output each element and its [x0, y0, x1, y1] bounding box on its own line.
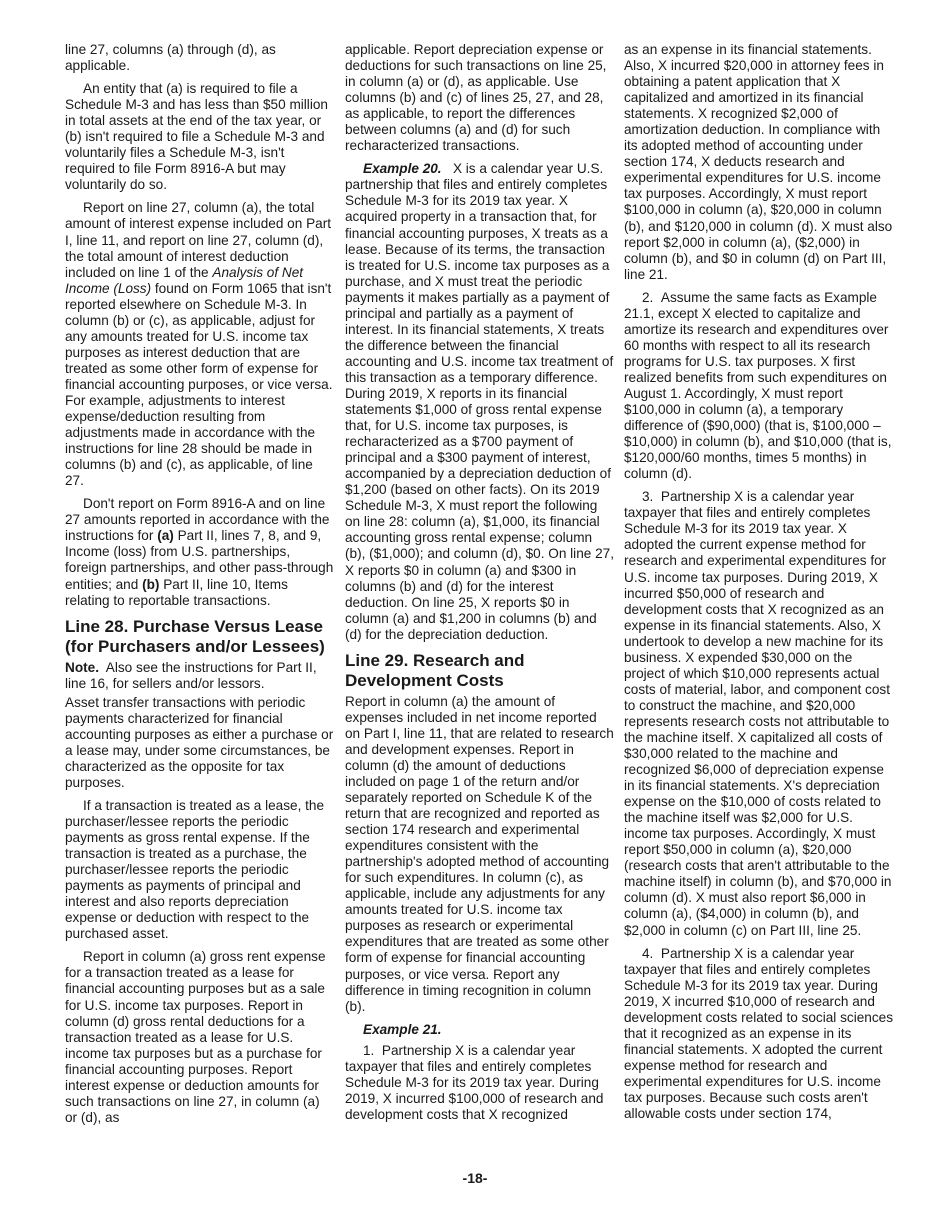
column-1: [65, 42, 335, 1133]
example-21-item-4: 4. Partnership X is a calendar year taxpayer that files and entirely completes Schedule M-3 for its 2019 tax year. During 2019, X incurred $10,000 of research and development costs related to social sciences that it recognized as an expense in its financial statements. X adopted the current expense method for research and experimental expenditures for U.S. income tax purposes. Because such costs aren't allowable costs under section 174,: [624, 945, 893, 1122]
example-21-item-2: 2. Assume the same facts as Example 21.1, except X elected to capitalize and amortize its research and expenditures over 60 months with respect to all its research programs for U.S. tax purposes. X first realized benefits from such expenditures on August 1. Accordingly, X must report $100,000 in column (a), a temporary difference of ($90,000) (that is, $100,000 – $10,000) in column (b), and $10,000 (that is, $120,000/60 months, times 5 months) in column (d).: [624, 289, 892, 482]
form-reference-italic: Analysis of Net Income (Loss): [65, 264, 304, 296]
heading-line-28: Line 28. Purchase Versus Lease (for Purchasers and/or Lessees): [65, 616, 325, 656]
example-21-item-3: 3. Partnership X is a calendar year taxpayer that files and entirely completes Schedule M-3 for its 2019 tax year. X adopted the current expense method for research and experimental expenditures for U.S. income tax purposes. During 2019, X incurred $50,000 of research and development costs that X recognized as an expense in its financial statements. Also, X undertook to develop a new machine for its business. X expended $30,000 on the project of which $10,000 represents actual costs of material, labor, and component cost to construct the machine, and $20,000 represents research costs not attributable to the machine itself. X capitalized all costs of $30,000 related to the machine and recognized $6,000 of depreciation expense in its financial statements. X's depreciation expense on the $10,000 of costs related to the machine itself was $2,000 for U.S. income tax purposes. Accordingly, X must report $50,000 in column (a), $20,000 (research costs that aren't attributable to the machine itself) in column (b), and $70,000 in column (d). X must also report $6,000 in column (a), ($4,000) in column (b), and $2,000 in column (c) on Part III, line 25.: [624, 489, 892, 938]
example-20: Example 20. X is a calendar year U.S. partnership that files and entirely completes Schedule M-3 for its 2019 tax year. X acquired property in a transaction that, for financial accounting purposes, X treats as a lease. Because of its terms, the transaction is treated for U.S. income tax purposes as a purchase, and X must treat the periodic payments it makes partially as a payment of principal and partially as a payment of interest. In its financial statements, X treats the difference between the financial accounting and U.S. income tax treatment of this transaction as a temporary difference. During 2019, X reports in its financial statements $1,000 of gross rental expense that, for U.S. income tax purposes, is recharacterized as a $700 payment of principal and a $300 payment of interest, accompanied by a depreciation deduction of $1,200 (based on other facts). On its 2019 Schedule M-3, X must report the following on line 28: column (a), $1,000, its financial accounting gross rental expense; column (b), ($1,000); and column (d), $0. On line 27, X reports $0 in column (a) and $300 in columns (b) and (d) for the interest deduction. On line 25, X reports $0 in column (a) and $1,200 in columns (b) and (d) for the depreciation deduction.: [345, 161, 614, 642]
paragraph: Report in column (a) the amount of expenses included in net income reported on Part I, line 11, that are related to research and development expenses. Report in column (d) the amount of deductions included on page 1 of the return and/or separately reported on Schedule K of the return that are recognized and reported as section 174 research and experimental expenditures consistent with the partnership's adopted method of accounting for such expenditures. In column (c), as applicable, include any adjustments for any amounts treated for U.S. income tax purposes as research or experimental expenditures that are treated as some other form of expense for financial accounting purposes, or vice versa. Report any difference in timing recognition in column (b).: [345, 693, 614, 1014]
paragraph: Report on line 27, column (a), the total amount of interest expense included on Part I, line 11, and report on line 27, column (d), the total amount of interest deduction included on line 1 of the Analysis of Net Income (Loss) found on Form 1065 that isn't reported elsewhere on Schedule M-3. In column (b) or (c), as applicable, adjust for any amounts treated for U.S. income tax purposes as interest deduction that are treated as some other form of expense for financial accounting purposes, or vice versa. For example, adjustments to interest expense/deduction resulting from adjustments made in accordance with the instructions for line 28 should be made in columns (b) and (c), as applicable, of line 27.: [65, 200, 333, 489]
paragraph: If a transaction is treated as a lease, the purchaser/lessee reports the periodic payments as gross rental expense. If the transaction is treated as a purchase, the purchaser/lessee reports the periodic payments as payments of principal and interest and also reports depreciation expense or deduction with respect to the purchased asset.: [65, 797, 325, 942]
paragraph: line 27, columns (a) through (d), as applicable.: [65, 42, 276, 74]
column-3: [624, 42, 896, 1129]
note-label: Note.: [65, 659, 99, 675]
paragraph: applicable. Report depreciation expense or deductions for such transactions on line 25, in column (a) or (d), as applicable. Use columns (b) and (c) of lines 25, 27, and 28, as applicable, to report the differences between columns (a) and (d) for such recharacterized transactions.: [345, 42, 607, 154]
note: Note. Also see the instructions for Part II, line 16, for sellers and/or lessors.: [65, 659, 317, 691]
heading-line-29: Line 29. Research and Development Costs: [345, 650, 525, 690]
column-2: [345, 42, 615, 1130]
paragraph: Asset transfer transactions with periodic payments characterized for financial accounting purposes as either a purchase or a lease may, under some circumstances, be characterized as the opposite for tax purposes.: [65, 694, 334, 790]
example-label: Example 20.: [363, 161, 442, 177]
paragraph: An entity that (a) is required to file a Schedule M-3 and has less than $50 million in total assets at the end of the tax year, or (b) isn't required to file a Schedule M-3 and voluntarily files a Schedule M-3, isn't required to file Form 8916-A but may voluntarily do so.: [65, 81, 328, 193]
paragraph: Don't report on Form 8916-A and on line 27 amounts reported in accordance with the instructions for (a) Part II, lines 7, 8, and 9, Income (loss) from U.S. partnerships, foreign partnerships, and other pass-through entities; and (b) Part II, line 10, Items relating to reportable transactions.: [65, 496, 334, 608]
page-number: -18-: [462, 1170, 488, 1186]
paragraph: Report in column (a) gross rent expense for a transaction treated as a lease for financial accounting purposes but as a sale for U.S. income tax purposes. Report in column (d) gross rental deductions for a transaction treated as a lease for U.S. income tax purposes but as a purchase for financial accounting purposes. Report interest expense or deduction amounts for such transactions on line 27, in column (a) or (d), as: [65, 949, 326, 1125]
paragraph: as an expense in its financial statements. Also, X incurred $20,000 in attorney fees in obtaining a patent application that X capitalized and amortized in its financial statements. X recognized $2,000 of amortization deduction. In compliance with its adopted method of accounting under section 174, X deducts research and experimental expenditures for U.S. income tax purposes. Accordingly, X must report $100,000 in column (a), $20,000 in column (b), and $120,000 in column (d). X must also report $2,000 in column (a), ($2,000) in column (b), and $0 in column (d) on Part III, line 21.: [624, 42, 893, 282]
example-21-item-1: 1. Partnership X is a calendar year taxpayer that files and entirely completes Schedule M-3 for its 2019 tax year. During 2019, X incurred $100,000 of research and development costs that X recognized: [345, 1042, 604, 1122]
example-21-label: Example 21.: [363, 1021, 442, 1037]
